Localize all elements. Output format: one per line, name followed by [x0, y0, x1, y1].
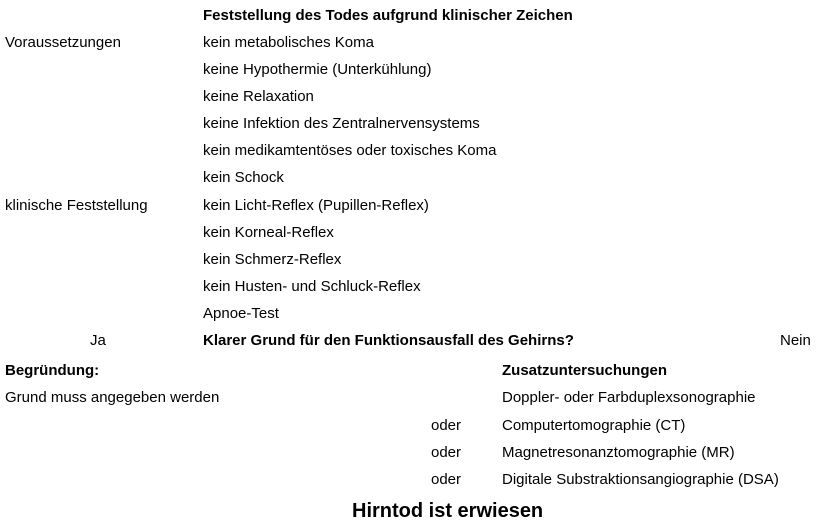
voraussetzungen-label: Voraussetzungen — [5, 34, 121, 51]
zusatz-item: Digitale Substraktionsangiographie (DSA) — [502, 471, 779, 488]
oder-label: oder — [431, 444, 462, 461]
result-text: Hirntod ist erwiesen — [352, 500, 544, 522]
begruendung-title: Begründung: — [5, 362, 100, 379]
oder-label: oder — [431, 471, 462, 488]
begruendung-text: Grund muss angegeben werden — [5, 389, 220, 406]
voraussetzung-item: keine Infektion des Zentralnervensystems — [203, 115, 480, 132]
page-title: Feststellung des Todes aufgrund klinischer Zeichen — [203, 7, 573, 24]
zusatzuntersuchungen-title: Zusatzuntersuchungen — [502, 362, 668, 379]
zusatz-item: Computertomographie (CT) — [502, 417, 686, 434]
oder-label: oder — [431, 417, 462, 434]
voraussetzung-item: kein medikamtentöses oder toxisches Koma — [203, 142, 497, 159]
klinische-feststellung-label: klinische Feststellung — [5, 197, 148, 214]
klinisch-item: kein Husten- und Schluck-Reflex — [203, 278, 421, 295]
klinisch-item: Apnoe-Test — [203, 305, 279, 322]
question-text: Klarer Grund für den Funktionsausfall des Gehirns? — [203, 332, 574, 349]
answer-yes: Ja — [90, 332, 106, 349]
voraussetzung-item: keine Relaxation — [203, 88, 314, 105]
zusatz-item: Magnetresonanztomographie (MR) — [502, 444, 735, 461]
voraussetzung-item: keine Hypothermie (Unterkühlung) — [203, 61, 432, 78]
voraussetzung-item: kein metabolisches Koma — [203, 34, 374, 51]
zusatz-item: Doppler- oder Farbduplexsonographie — [502, 389, 756, 406]
klinisch-item: kein Korneal-Reflex — [203, 224, 334, 241]
klinisch-item: kein Licht-Reflex (Pupillen-Reflex) — [203, 197, 429, 214]
answer-no: Nein — [780, 332, 811, 349]
klinisch-item: kein Schmerz-Reflex — [203, 251, 342, 268]
voraussetzung-item: kein Schock — [203, 169, 284, 186]
